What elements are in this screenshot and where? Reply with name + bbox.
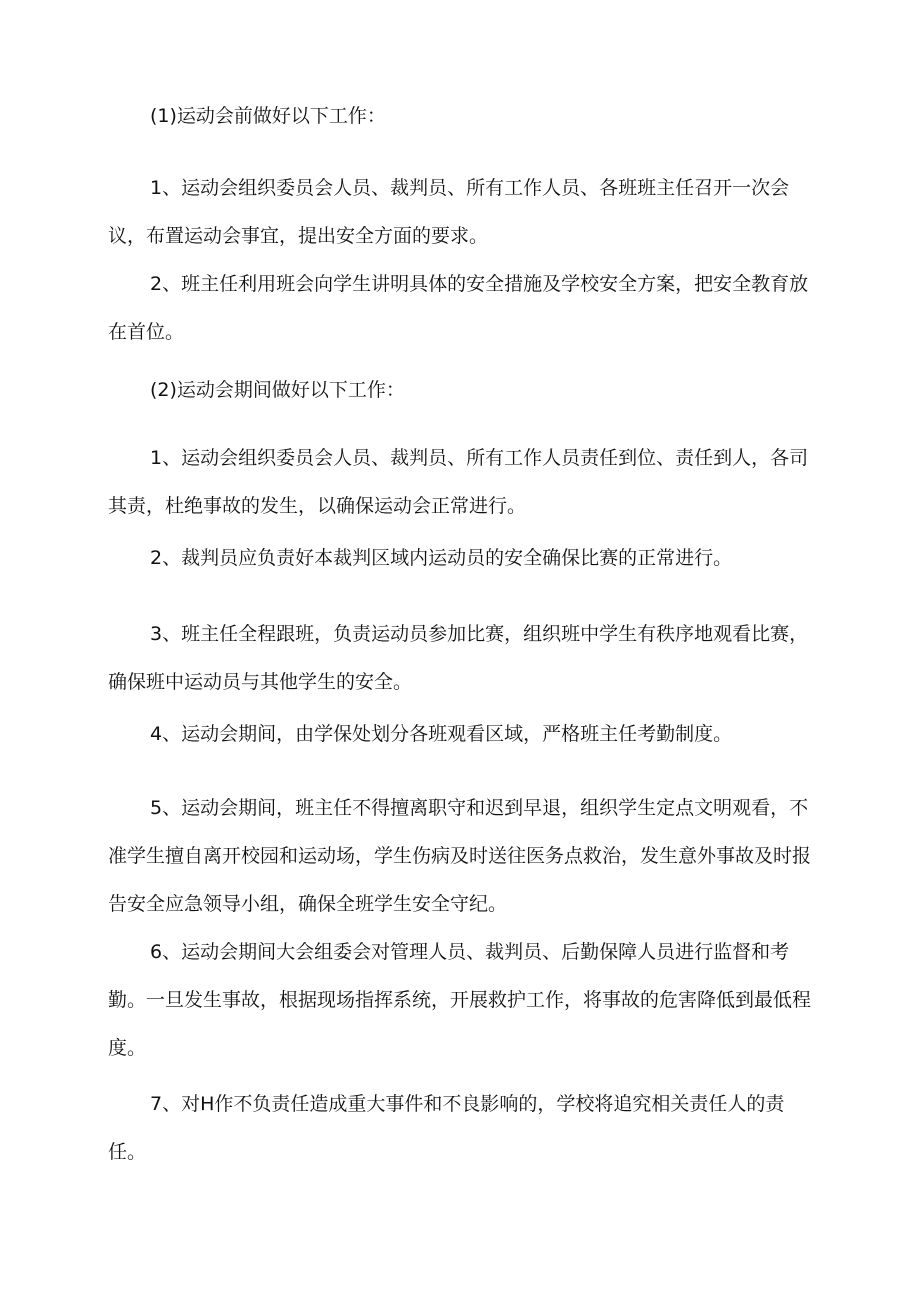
paragraph-during-2: 2、裁判员应负责好本裁判区域内运动员的安全确保比赛的正常进行。 xyxy=(150,547,733,569)
paragraph-during-6: 6、运动会期间大会组委会对管理人员、裁判员、后勤保障人员进行监督和考勤。一旦发生事故，根据现场指挥系统，开展救护工作，将事故的危害降低到最低程度。 xyxy=(108,941,812,1059)
section-heading-during-meeting: (2)运动会期间做好以下工作： xyxy=(150,379,405,401)
paragraph-during-5: 5、运动会期间，班主任不得擅离职守和迟到早退，组织学生定点文明观看，不准学生擅自离开校园和运动场，学生伤病及时送往医务点救治，发生意外事故及时报告安全应急领导小组，确保全班学生安全守纪。 xyxy=(108,797,812,915)
paragraph-before-2: 2、班主任利用班会向学生讲明具体的安全措施及学校安全方案，把安全教育放在首位。 xyxy=(108,273,809,343)
paragraph-during-7: 7、对Η作不负责任造成重大事件和不良影响的，学校将追究相关责任人的责任。 xyxy=(108,1093,785,1163)
section-heading-before-meeting: (1)运动会前做好以下工作： xyxy=(150,105,386,127)
paragraph-during-3: 3、班主任全程跟班，负责运动员参加比赛，组织班中学生有秩序地观看比赛，确保班中运动员与其他学生的安全。 xyxy=(108,623,809,693)
paragraph-before-1: 1、运动会组织委员会人员、裁判员、所有工作人员、各班班主任召开一次会议，布置运动会事宜，提出安全方面的要求。 xyxy=(108,177,790,247)
paragraph-during-1: 1、运动会组织委员会人员、裁判员、所有工作人员责任到位、责任到人，各司其责，杜绝事故的发生，以确保运动会正常进行。 xyxy=(108,447,809,517)
paragraph-during-4: 4、运动会期间，由学保处划分各班观看区域，严格班主任考勤制度。 xyxy=(150,723,733,745)
